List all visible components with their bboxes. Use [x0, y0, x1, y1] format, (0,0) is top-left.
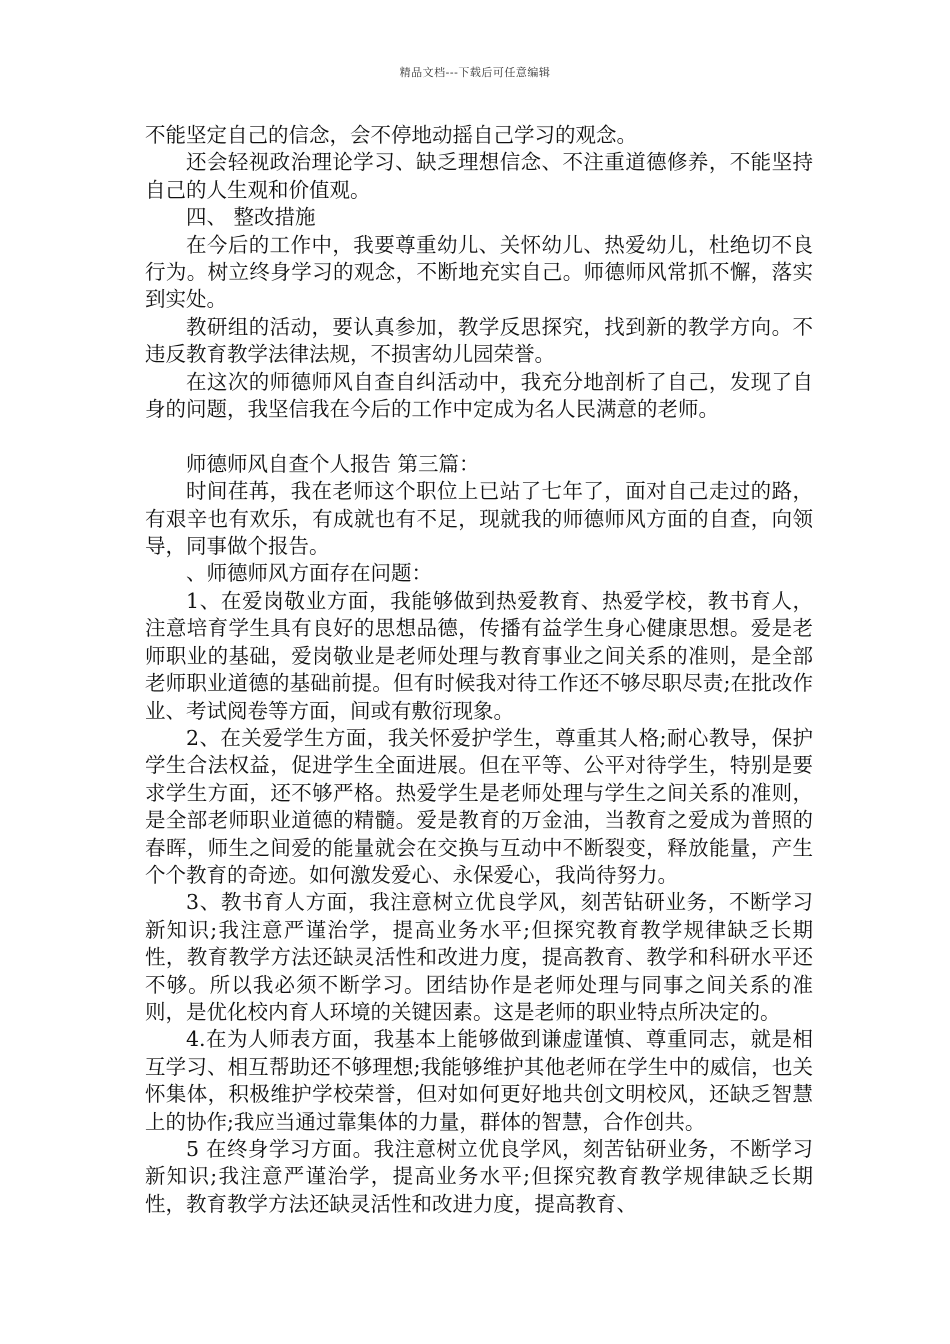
section-heading: 四、 整改措施 — [186, 205, 316, 230]
paragraph: 时间荏苒，我在老师这个职位上已站了七年了，面对自己走过的路，有艰辛也有欢乐，有成就也有不足，现就我的师德师风方面的自查，向领导，同事做个报告。 — [145, 479, 813, 559]
paragraph: 还会轻视政治理论学习、缺乏理想信念、不注重道德修养，不能坚持自己的人生观和价值观。 — [145, 150, 813, 202]
paragraph: 5 在终身学习方面。我注意树立优良学风，刻苦钻研业务，不断学习新知识;我注意严谨治学，提高业务水平;但探究教育教学规律缺乏长期性，教育教学方法还缺灵活性和改进力度，提高教育、 — [145, 1137, 813, 1216]
paragraph: 3、教书育人方面，我注意树立优良学风，刻苦钻研业务，不断学习新知识;我注意严谨治学，提高业务水平;但探究教育教学规律缺乏长期性，教育教学方法还缺灵活性和改进力度，提高教育、教学和科研水平还不够。所以我必须不断学习。团结协作是老师处理与同事之间关系的准则，是优化校内育人环境的关键因素。这是老师的职业特点所决定的。 — [145, 890, 813, 1024]
paragraph: 4.在为人师表方面，我基本上能够做到谦虚谨慎、尊重同志，就是相互学习、相互帮助还不够理想;我能够维护其他老师在学生中的威信，也关怀集体，积极维护学校荣誉，但对如何更好地共创文明校风，还缺乏智慧上的协作;我应当通过靠集体的力量，群体的智慧，合作创共。 — [145, 1027, 813, 1134]
paragraph: 1、在爱岗敬业方面，我能够做到热爱教育、热爱学校，教书育人，注意培育学生具有良好的思想品德，传播有益学生身心健康思想。爱是老师职业的基础，爱岗敬业是老师处理与教育事业之间关系的准则，是全部老师职业道德的基础前提。但有时候我对待工作还不够尽职尽责;在批改作业、考试阅卷等方面，间或有敷衍现象。 — [145, 588, 813, 723]
paragraph: 不能坚定自己的信念，会不停地动摇自己学习的观念。 — [145, 123, 637, 147]
paragraph: 2、在关爱学生方面，我关怀爱护学生，尊重其人格;耐心教导，保护学生合法权益，促进学生全面进展。但在平等、公平对待学生，特别是要求学生方面，还不够严格。热爱学生是老师处理与学生之间关系的准则，是全部老师职业道德的精髓。爱是教育的万金油，当教育之爱成为普照的春晖，师生之间爱的能量就会在交换与互动中不断裂变，释放能量，产生个个教育的奇迹。如何激发爱心、永保爱心，我尚待努力。 — [145, 725, 813, 887]
section-heading: 、师德师风方面存在问题： — [186, 561, 432, 586]
blank-line — [145, 423, 813, 450]
page-header: 精品文档---下载后可任意编辑 — [399, 66, 551, 79]
paragraph: 在今后的工作中，我要尊重幼儿、关怀幼儿、热爱幼儿，杜绝切不良行为。树立终身学习的观念，不断地充实自己。师德师风常抓不懈，落实到实处。 — [145, 232, 813, 312]
report-title: 师德师风自查个人报告 第三篇： — [186, 451, 480, 476]
paragraph: 在这次的师德师风自查自纠活动中，我充分地剖析了自己，发现了自身的问题，我坚信我在今后的工作中定成为名人民满意的老师。 — [145, 369, 813, 422]
document-body — [145, 122, 813, 1218]
paragraph: 教研组的活动，要认真参加，教学反思探究，找到新的教学方向。不违反教育教学法律法规，不损害幼儿园荣誉。 — [145, 314, 813, 367]
